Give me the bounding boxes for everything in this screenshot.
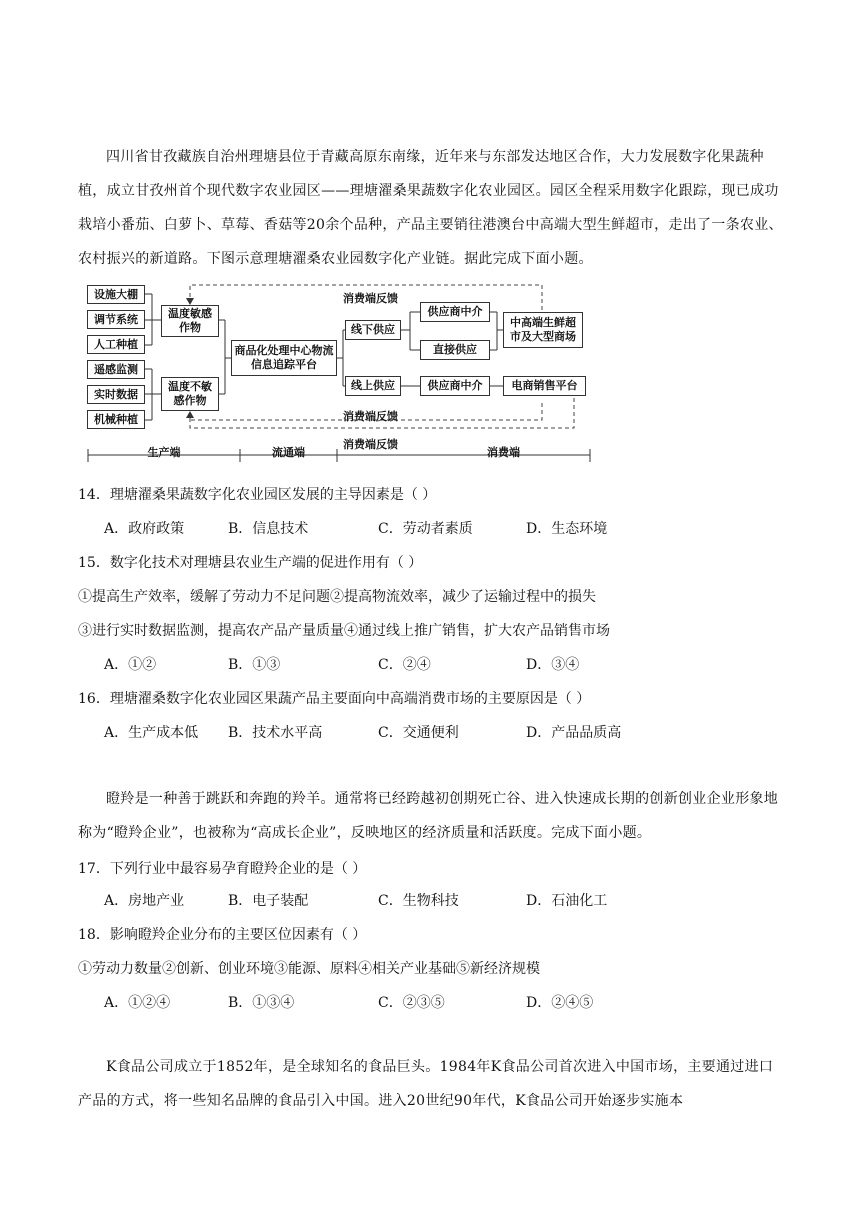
- q18-option-c[interactable]: C．②③⑤: [378, 995, 445, 1011]
- q17-option-b[interactable]: B．电子装配: [228, 893, 309, 909]
- q14-option-d[interactable]: D．生态环境: [526, 521, 608, 537]
- passage-intro-litang: 四川省甘孜藏族自治州理塘县位于青藏高原东南缘，近年来与东部发达地区合作，大力发展数字化果蔬种植，成立甘孜州首个现代数字农业园区——理塘濯桑果蔬数字化农业园区。园区全程采用数字化跟踪，现已成功栽培小番茄、白萝卜、草莓、香菇等20余个品种，产品主要销往港澳台中高端大型生鲜超市，走出了一条农业、农村振兴的新道路。下图示意理塘濯桑农业园数字化产业链。据此完成下面小题。: [78, 149, 783, 267]
- question-16-stem: 16．理塘濯桑数字化农业园区果蔬产品主要面向中高端消费市场的主要原因是（ ）: [78, 691, 591, 707]
- q16-option-c[interactable]: C．交通便利: [378, 725, 459, 741]
- q15-option-c[interactable]: C．②④: [378, 657, 431, 673]
- q17-option-d[interactable]: D．石油化工: [526, 893, 608, 909]
- segment-consumption: 消费端: [487, 446, 520, 459]
- crop-temp-insensitive: 温度不敏感作物: [161, 377, 219, 411]
- q16-option-d[interactable]: D．产品品质高: [526, 725, 622, 741]
- q14-option-b[interactable]: B．信息技术: [228, 521, 309, 537]
- input-remote-sensing: 遥感监测: [87, 360, 145, 379]
- q16-option-b[interactable]: B．技术水平高: [228, 725, 323, 741]
- ecommerce-platform: 电商销售平台: [503, 376, 586, 396]
- offline-supply: 线下供应: [345, 320, 401, 340]
- supplier-agent-offline: 供应商中介: [420, 302, 490, 322]
- question-17-stem: 17．下列行业中最容易孕育瞪羚企业的是（ ）: [78, 861, 367, 877]
- passage-gazelle-enterprise: 瞪羚是一种善于跳跃和奔跑的羚羊。通常将已经跨越初创期死亡谷、进入快速成长期的创新创业企业形象地称为“瞪羚企业”，也被称为“高成长企业”，反映地区的经济质量和活跃度。完成下面小题。: [78, 791, 779, 841]
- question-14-stem: 14．理塘濯桑果蔬数字化农业园区发展的主导因素是（ ）: [78, 487, 437, 503]
- question-15-stem: 15．数字化技术对理塘县农业生产端的促进作用有（ ）: [78, 555, 423, 571]
- q16-option-a[interactable]: A．生产成本低: [104, 725, 199, 741]
- question-18-stem: 18．影响瞪羚企业分布的主要区位因素有（ ）: [78, 927, 367, 943]
- q15-option-a[interactable]: A．①②: [104, 657, 157, 673]
- highend-market: 中高端生鲜超市及大型商场: [503, 312, 583, 348]
- question-15-statement-2: ③进行实时数据监测，提高农产品产量质量④通过线上推广销售，扩大农产品销售市场: [78, 623, 610, 639]
- crop-temp-sensitive: 温度敏感作物: [161, 305, 219, 337]
- q14-option-a[interactable]: A．政府政策: [104, 521, 185, 537]
- feedback-label-bottom: 消费端反馈: [343, 438, 398, 451]
- question-15-statement-1: ①提高生产效率，缓解了劳动力不足问题②提高物流效率，减少了运输过程中的损失: [78, 589, 596, 605]
- input-greenhouse: 设施大棚: [87, 285, 145, 304]
- passage-k-food-company: K食品公司成立于1852年，是全球知名的食品巨头。1984年K食品公司首次进入中国市场，主要通过进口产品的方式，将一些知名品牌的食品引入中国。进入20世纪90年代，K食品公司开始逐步实施本: [78, 1059, 774, 1109]
- q18-option-d[interactable]: D．②④⑤: [526, 995, 594, 1011]
- input-realtime-data: 实时数据: [87, 385, 145, 404]
- supplier-agent-online: 供应商中介: [420, 376, 490, 396]
- q15-option-d[interactable]: D．③④: [526, 657, 580, 673]
- q18-option-b[interactable]: B．①③④: [228, 995, 295, 1011]
- q14-option-c[interactable]: C．劳动者素质: [378, 521, 473, 537]
- q17-option-a[interactable]: A．房地产业: [104, 893, 185, 909]
- processing-center: 商品化处理中心物流信息追踪平台: [231, 340, 337, 376]
- input-regulation-system: 调节系统: [87, 310, 145, 329]
- segment-circulation: 流通端: [272, 446, 305, 459]
- feedback-label-middle: 消费端反馈: [343, 410, 398, 423]
- input-manual-planting: 人工种植: [87, 335, 145, 354]
- q15-option-b[interactable]: B．①③: [228, 657, 281, 673]
- q18-option-a[interactable]: A．①②④: [104, 995, 171, 1011]
- input-mechanical-planting: 机械种植: [87, 410, 145, 429]
- question-18-statement: ①劳动力数量②创新、创业环境③能源、原料④相关产业基础⑤新经济规模: [78, 961, 540, 977]
- q17-option-c[interactable]: C．生物科技: [378, 893, 459, 909]
- online-supply: 线上供应: [345, 376, 401, 396]
- direct-supply: 直接供应: [420, 340, 490, 360]
- feedback-label-top: 消费端反馈: [343, 292, 398, 305]
- segment-production: 生产端: [147, 446, 181, 459]
